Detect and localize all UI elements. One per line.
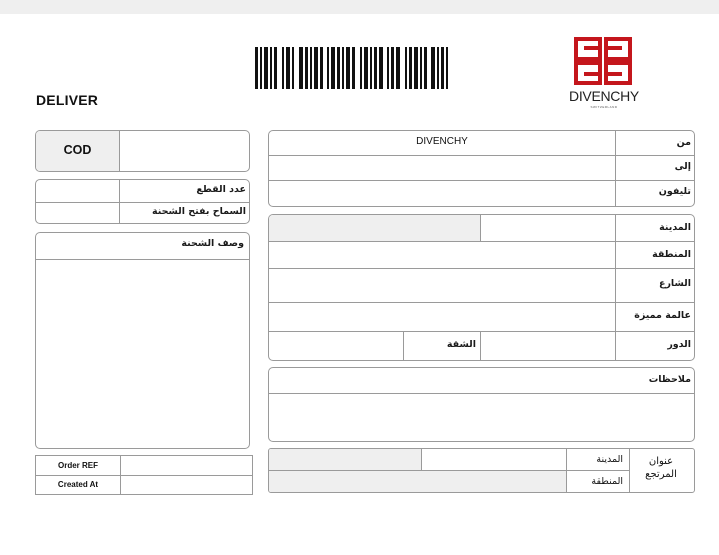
sender-receiver-box — [268, 130, 695, 207]
brand-tagline: SWITZERLAND — [590, 105, 618, 109]
shipment-options-box — [35, 179, 250, 224]
order-meta-table — [35, 455, 253, 495]
brand-logo — [556, 35, 652, 110]
return-area-label: المنطقة — [591, 476, 623, 487]
return-city-value-cell — [269, 449, 421, 470]
from-label: من — [676, 137, 691, 148]
description-label: وصف الشحنة — [181, 238, 244, 249]
brand-logo-mark — [556, 35, 652, 87]
barcode — [255, 47, 471, 89]
open-allowed-label: السماح بفتح الشحنة — [152, 206, 246, 217]
to-label: إلى — [674, 161, 691, 172]
top-bar — [0, 0, 719, 14]
pieces-label: عدد القطع — [196, 184, 246, 195]
street-label: الشارع — [658, 278, 691, 289]
apartment-label: الشقة — [446, 339, 476, 350]
service-type-label: DELIVER — [36, 92, 99, 108]
cod-box — [35, 130, 250, 172]
order-ref-label: Order REF — [57, 461, 98, 470]
city-label: المدينة — [659, 222, 691, 233]
area-label: المنطقة — [652, 249, 691, 260]
floor-label: الدور — [667, 339, 691, 350]
description-box — [35, 232, 250, 449]
from-value: DIVENCHY — [416, 136, 468, 147]
brand-name: DIVENCHY — [569, 88, 639, 104]
return-area-value-cell — [269, 471, 566, 492]
phone-label: تليفون — [658, 186, 691, 197]
created-at-label: Created At — [57, 480, 99, 489]
notes-box — [268, 367, 695, 442]
return-address-label: عنوان المرتجع — [645, 456, 677, 480]
landmark-label: عالمة مميزة — [634, 310, 691, 321]
city-value-cell — [269, 215, 480, 241]
return-address-box — [268, 448, 695, 493]
return-city-label: المدينة — [596, 454, 623, 465]
cod-label: COD — [63, 143, 92, 157]
address-box — [268, 214, 695, 361]
notes-label: ملاحظات — [648, 374, 691, 385]
